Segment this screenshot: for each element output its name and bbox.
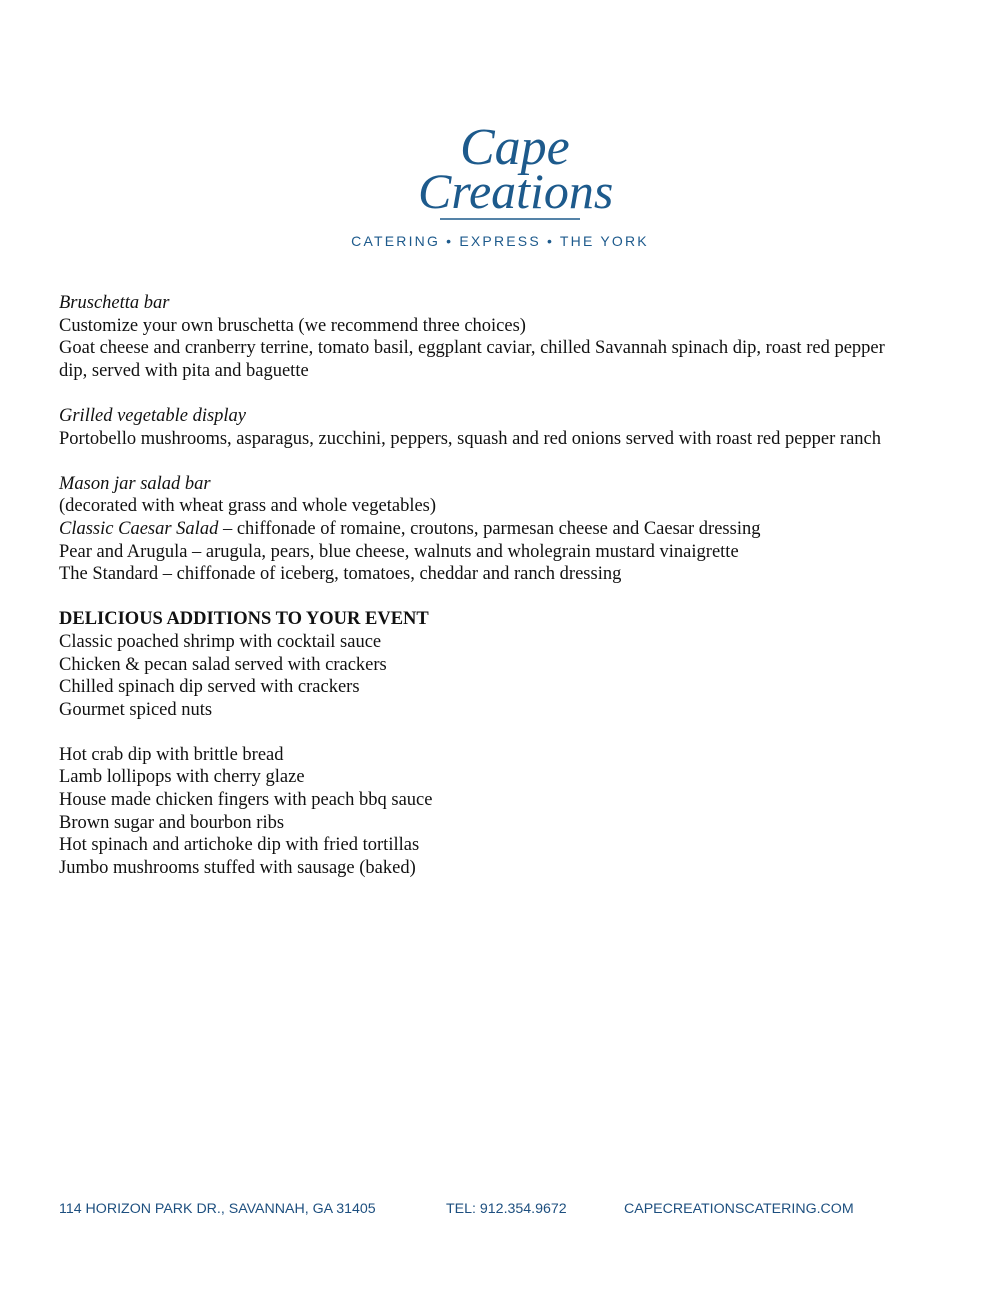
logo-line2: Creations bbox=[418, 163, 614, 219]
footer-address: 114 HORIZON PARK DR., SAVANNAH, GA 31405 bbox=[59, 1201, 376, 1217]
list-item: Chilled spinach dip served with crackers bbox=[59, 677, 360, 698]
mason-jar-section bbox=[59, 473, 959, 586]
footer-website-link[interactable]: CAPECREATIONSCATERING.COM bbox=[624, 1201, 854, 1217]
list-item: House made chicken fingers with peach bbq sauce bbox=[59, 790, 433, 811]
additions-heading: DELICIOUS ADDITIONS TO YOUR EVENT bbox=[59, 609, 429, 630]
list-item: Jumbo mushrooms stuffed with sausage (baked) bbox=[59, 857, 416, 878]
section-text: Goat cheese and cranberry terrine, tomato basil, eggplant caviar, chilled Savannah spinach dip, roast red pepper bbox=[59, 338, 885, 359]
logo-line1: Cape bbox=[460, 119, 570, 176]
list-item: Brown sugar and bourbon ribs bbox=[59, 812, 285, 833]
list-item: Chicken & pecan salad served with crackers bbox=[59, 654, 387, 675]
footer-telephone: TEL: 912.354.9672 bbox=[446, 1201, 567, 1217]
menu-content bbox=[59, 292, 959, 902]
bruschetta-section bbox=[59, 292, 959, 382]
list-item: Hot crab dip with brittle bread bbox=[59, 744, 284, 765]
section-title: Grilled vegetable display bbox=[59, 405, 247, 426]
salad-item: Pear and Arugula – arugula, pears, blue cheese, walnuts and wholegrain mustard vinaigrette bbox=[59, 541, 739, 562]
section-title: Bruschetta bar bbox=[59, 293, 170, 313]
list-item: Lamb lollipops with cherry glaze bbox=[59, 767, 305, 788]
section-title: Mason jar salad bar bbox=[59, 473, 211, 494]
cape-creations-logo bbox=[300, 112, 700, 257]
salad-description: – chiffonade of romaine, croutons, parmesan cheese and Caesar dressing bbox=[218, 518, 761, 539]
section-text: Portobello mushrooms, asparagus, zucchini, peppers, squash and red onions served with roast red pepper ranch bbox=[59, 428, 882, 449]
salad-name: Classic Caesar Salad bbox=[59, 518, 219, 539]
additions-group-1 bbox=[59, 608, 959, 721]
section-text: dip, served with pita and baguette bbox=[59, 360, 309, 381]
salad-item bbox=[59, 518, 959, 541]
logo-tagline: CATERING • EXPRESS • THE YORK bbox=[351, 233, 649, 249]
list-item: Gourmet spiced nuts bbox=[59, 699, 213, 720]
list-item: Hot spinach and artichoke dip with fried tortillas bbox=[59, 835, 420, 856]
additions-group-2 bbox=[59, 744, 959, 880]
list-item: Classic poached shrimp with cocktail sauce bbox=[59, 631, 382, 652]
section-subtitle: (decorated with wheat grass and whole vegetables) bbox=[59, 496, 437, 517]
section-subtitle: Customize your own bruschetta (we recommend three choices) bbox=[59, 315, 526, 336]
salad-item: The Standard – chiffonade of iceberg, tomatoes, cheddar and ranch dressing bbox=[59, 564, 622, 585]
grilled-vegetable-section bbox=[59, 405, 959, 450]
